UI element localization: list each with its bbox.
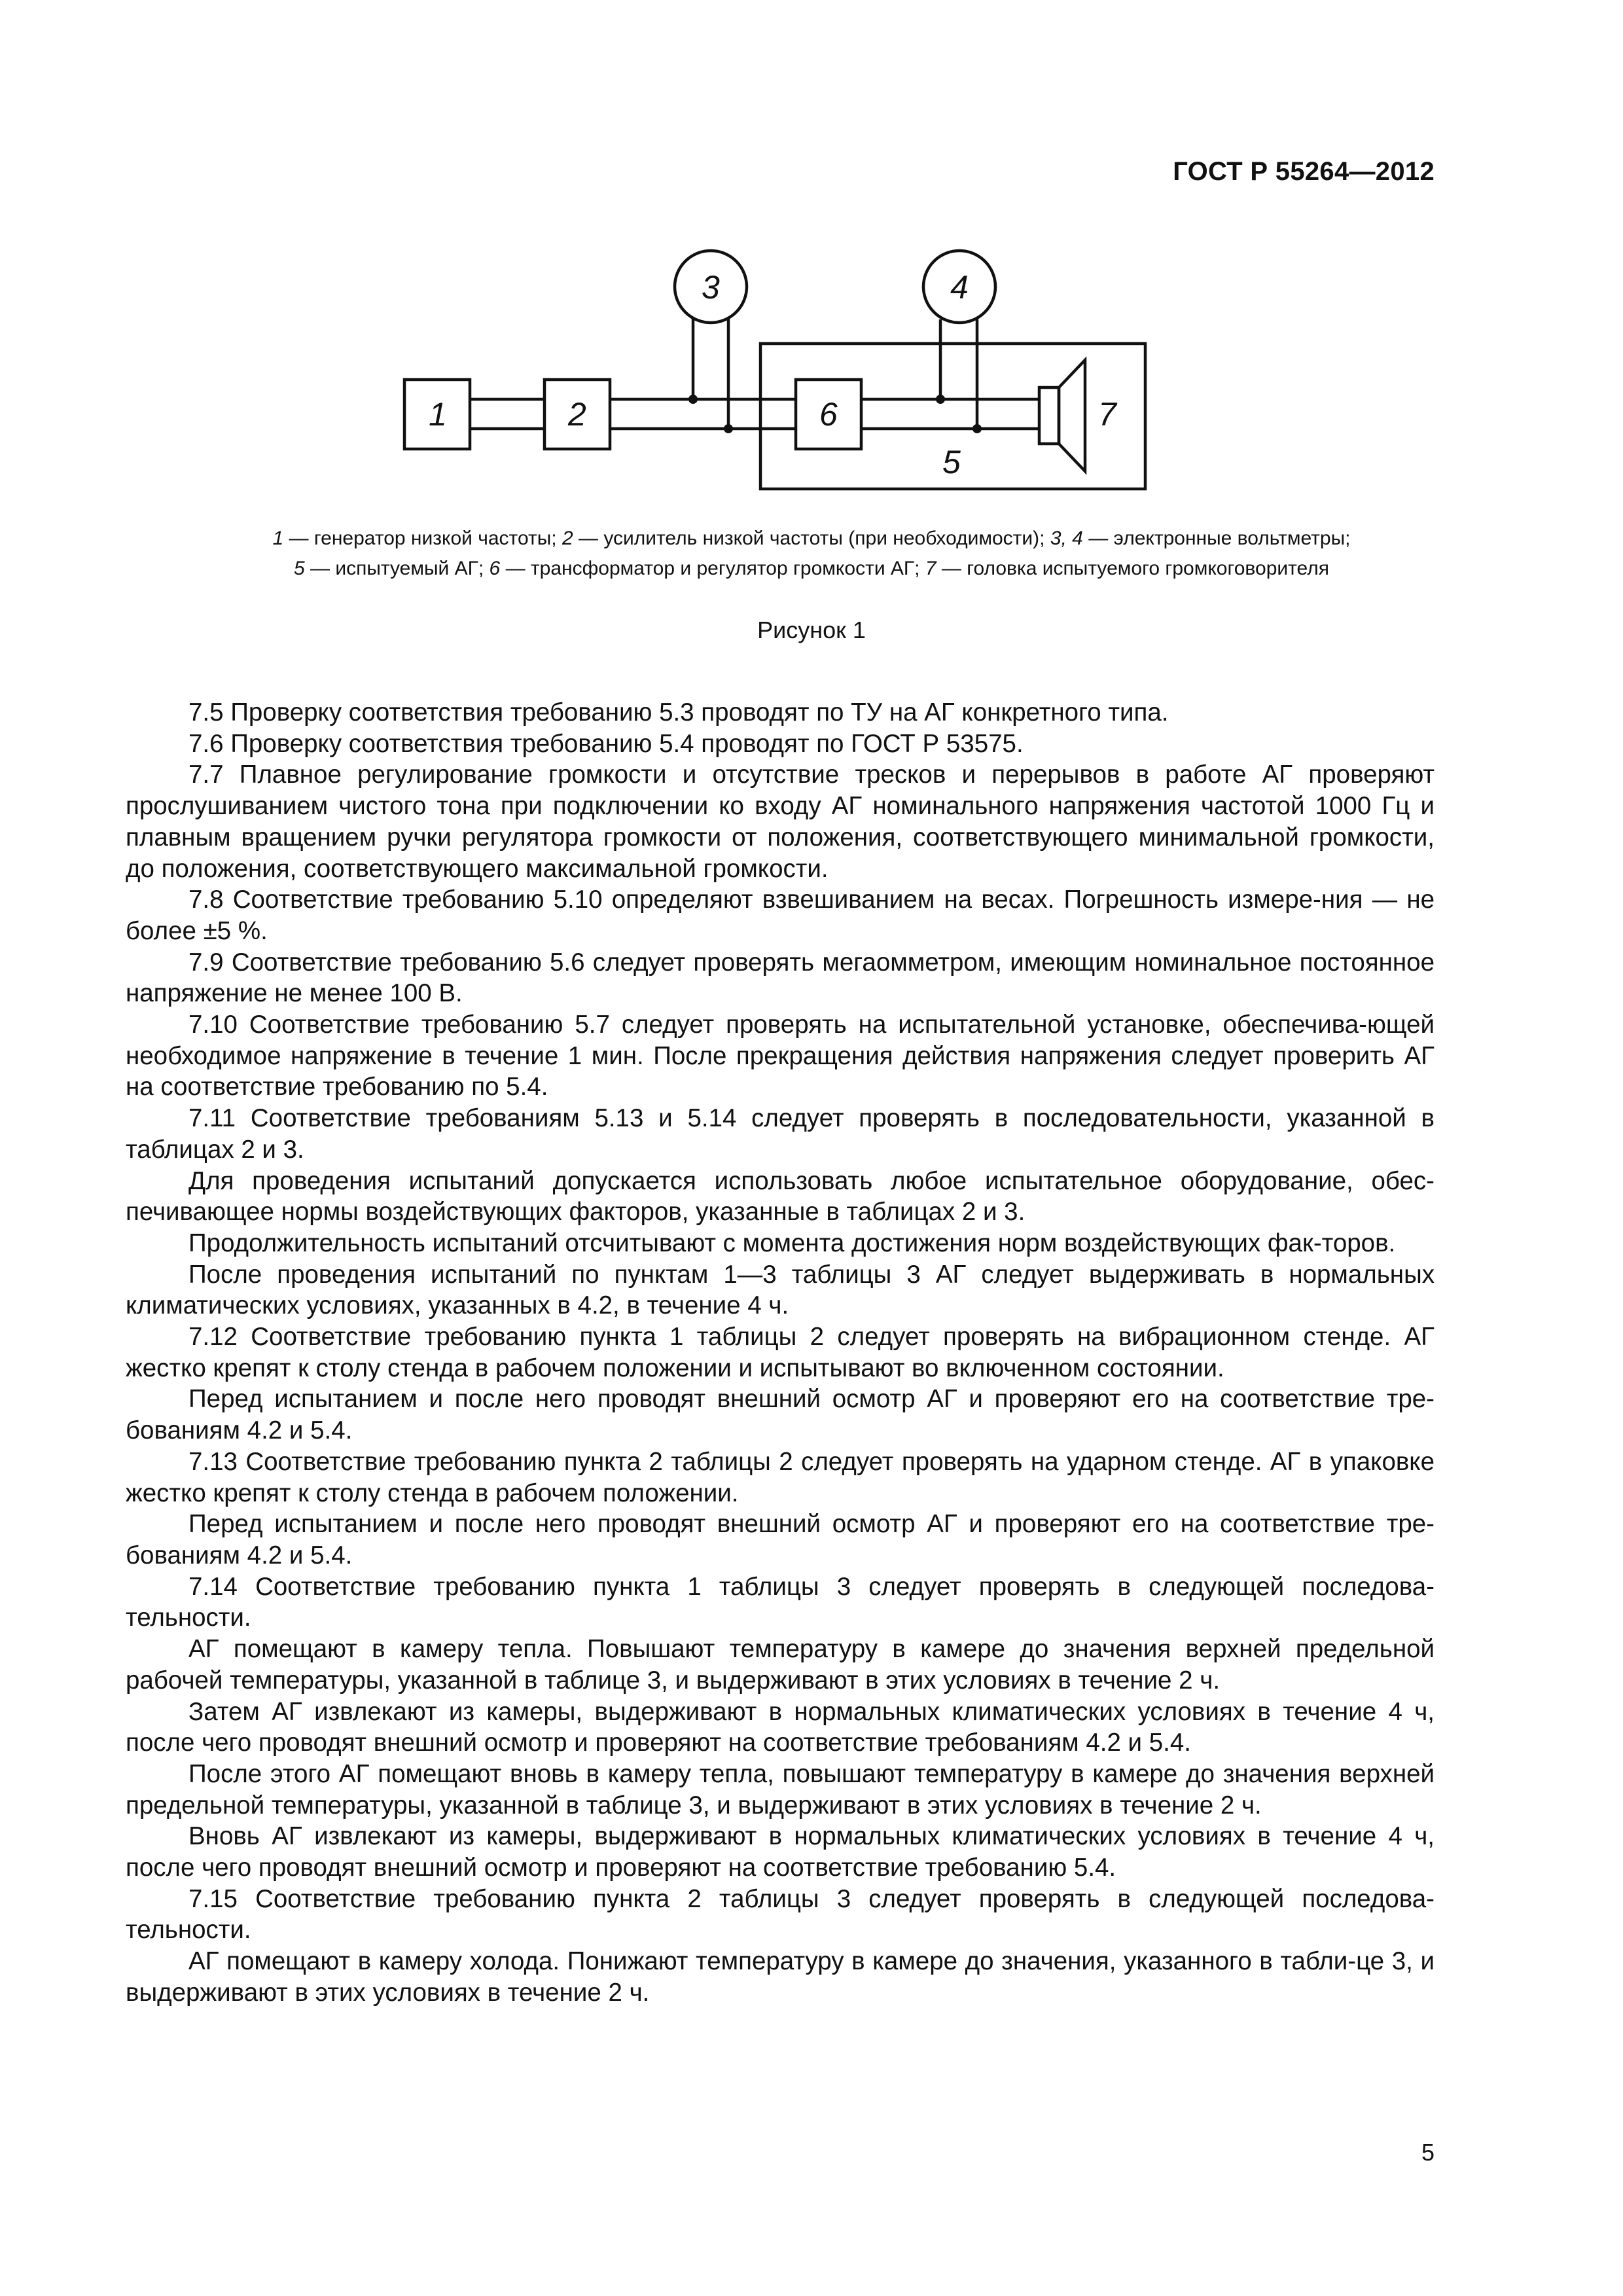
legend-text: — трансформатор и регулятор громкости АГ;	[500, 558, 925, 579]
speaker-7-cone	[1059, 360, 1085, 471]
paragraph: 7.12 Соответствие требованию пункта 1 таблицы 2 следует проверять на вибрационном стенде. АГ жестко крепят к столу стенда в рабочем положении и испытывают во включенном состоянии.	[126, 1323, 1435, 1382]
paragraph: 7.5 Проверку соответствия требованию 5.3 проводят по ТУ на АГ конкретного типа.	[188, 698, 1169, 726]
paragraph: 7.15 Соответствие требованию пункта 2 таблицы 3 следует проверять в следующей последова-тельности.	[126, 1884, 1435, 1945]
label-1: 1	[429, 396, 447, 433]
document-code: ГОСТ Р 55264—2012	[1173, 157, 1435, 186]
paragraph: АГ помещают в камеру холода. Понижают температуру в камере до значения, указанного в табли-це 3, и выдерживают в этих условиях в течение 2 ч.	[126, 1947, 1435, 2007]
label-4: 4	[950, 269, 969, 306]
legend-num: 6	[489, 558, 501, 579]
paragraph: 7.14 Соответствие требованию пункта 1 таблицы 3 следует проверять в следующей последова-тельности.	[126, 1572, 1435, 1632]
label-6: 6	[819, 396, 838, 433]
legend-line-2	[157, 554, 1466, 584]
speaker-7-magnet	[1039, 387, 1059, 444]
figure-legend	[157, 524, 1466, 584]
legend-num: 7	[925, 558, 936, 579]
paragraph: АГ помещают в камеру тепла. Повышают температуру в камере до значения верхней предельной рабочей температуры, указанной в таблице 3, и выдерживают в этих условиях в течение 2 ч.	[126, 1635, 1435, 1695]
paragraph: 7.8 Соответствие требованию 5.10 определяют взвешиванием на весах. Погрешность измере-ния — не более ±5 %.	[126, 886, 1435, 945]
paragraph: 7.11 Соответствие требованиям 5.13 и 5.14 следует проверять в последовательности, указанной в таблицах 2 и 3.	[126, 1104, 1435, 1164]
legend-num: 3, 4	[1050, 528, 1083, 549]
legend-num: 1	[272, 528, 284, 549]
legend-text: — головка испытуемого громкоговорителя	[936, 558, 1329, 579]
paragraph: 7.10 Соответствие требованию 5.7 следует проверять на испытательной установке, обеспечива-ющей необходимое напряжение в течение 1 мин. После прекращения действия напряжения следует проверить АГ на соответствие требованию по 5.4.	[126, 1011, 1435, 1102]
label-3: 3	[702, 269, 720, 306]
block-diagram	[393, 242, 1178, 511]
paragraph: Вновь АГ извлекают из камеры, выдерживают в нормальных климатических условиях в течение 4 ч, после чего проводят внешний осмотр и проверяют на соответствие требованию 5.4.	[126, 1822, 1435, 1882]
paragraph: 7.13 Соответствие требованию пункта 2 таблицы 2 следует проверять на ударном стенде. АГ в упаковке жестко крепят к столу стенда в рабочем положении.	[126, 1447, 1435, 1507]
paragraph: Затем АГ извлекают из камеры, выдерживают в нормальных климатических условиях в течение 4 ч, после чего проводят внешний осмотр и проверяют на соответствие требованиям 4.2 и 5.4.	[126, 1697, 1435, 1757]
legend-num: 2	[562, 528, 573, 549]
paragraph: Продолжительность испытаний отсчитывают с момента достижения норм воздействующих фак-торов.	[188, 1229, 1396, 1257]
paragraph: Перед испытанием и после него проводят внешний осмотр АГ и проверяют его на соответствие тре-бованиям 4.2 и 5.4.	[126, 1510, 1435, 1570]
paragraph: Перед испытанием и после него проводят внешний осмотр АГ и проверяют его на соответствие тре-бованиям 4.2 и 5.4.	[126, 1385, 1435, 1445]
paragraph: После проведения испытаний по пунктам 1—3 таблицы 3 АГ следует выдерживать в нормальных климатических условиях, указанных в 4.2, в течение 4 ч.	[126, 1260, 1435, 1320]
paragraph: Для проведения испытаний допускается использовать любое испытательное оборудование, обес-печивающее нормы воздействующих факторов, указанные в таблицах 2 и 3.	[126, 1166, 1435, 1227]
label-7: 7	[1098, 396, 1116, 433]
body-text	[126, 697, 1435, 2009]
legend-text: — генератор низкой частоты;	[283, 528, 562, 549]
paragraph: 7.9 Соответствие требованию 5.6 следует проверять мегаомметром, имеющим номинальное постоянное напряжение не менее 100 В.	[126, 948, 1435, 1008]
paragraph: 7.7 Плавное регулирование громкости и отсутствие тресков и перерывов в работе АГ проверяют прослушиванием чистого тона при подключении ко входу АГ номинального напряжения частотой 1000 Гц и плавным вращением ручки регулятора громкости от положения, соответствующего минимальной громкости, до положения, соответствующего максимальной громкости.	[126, 761, 1435, 883]
legend-text: — электронные вольтметры;	[1082, 528, 1351, 549]
figure-1	[393, 242, 1178, 511]
paragraph: 7.6 Проверку соответствия требованию 5.4 проводят по ГОСТ Р 53575.	[188, 729, 1024, 758]
label-2: 2	[568, 396, 586, 433]
legend-text: — испытуемый АГ;	[304, 558, 490, 579]
legend-num: 5	[293, 558, 305, 579]
page-number: 5	[1421, 2139, 1435, 2166]
figure-caption: Рисунок 1	[757, 617, 866, 643]
legend-line-1	[157, 524, 1466, 554]
legend-text: — усилитель низкой частоты (при необходимости);	[573, 528, 1050, 549]
paragraph: После этого АГ помещают вновь в камеру тепла, повышают температуру в камере до значения верхней предельной температуры, указанной в таблице 3, и выдерживают в этих условиях в течение 2 ч.	[126, 1759, 1435, 1820]
label-5: 5	[942, 444, 961, 480]
